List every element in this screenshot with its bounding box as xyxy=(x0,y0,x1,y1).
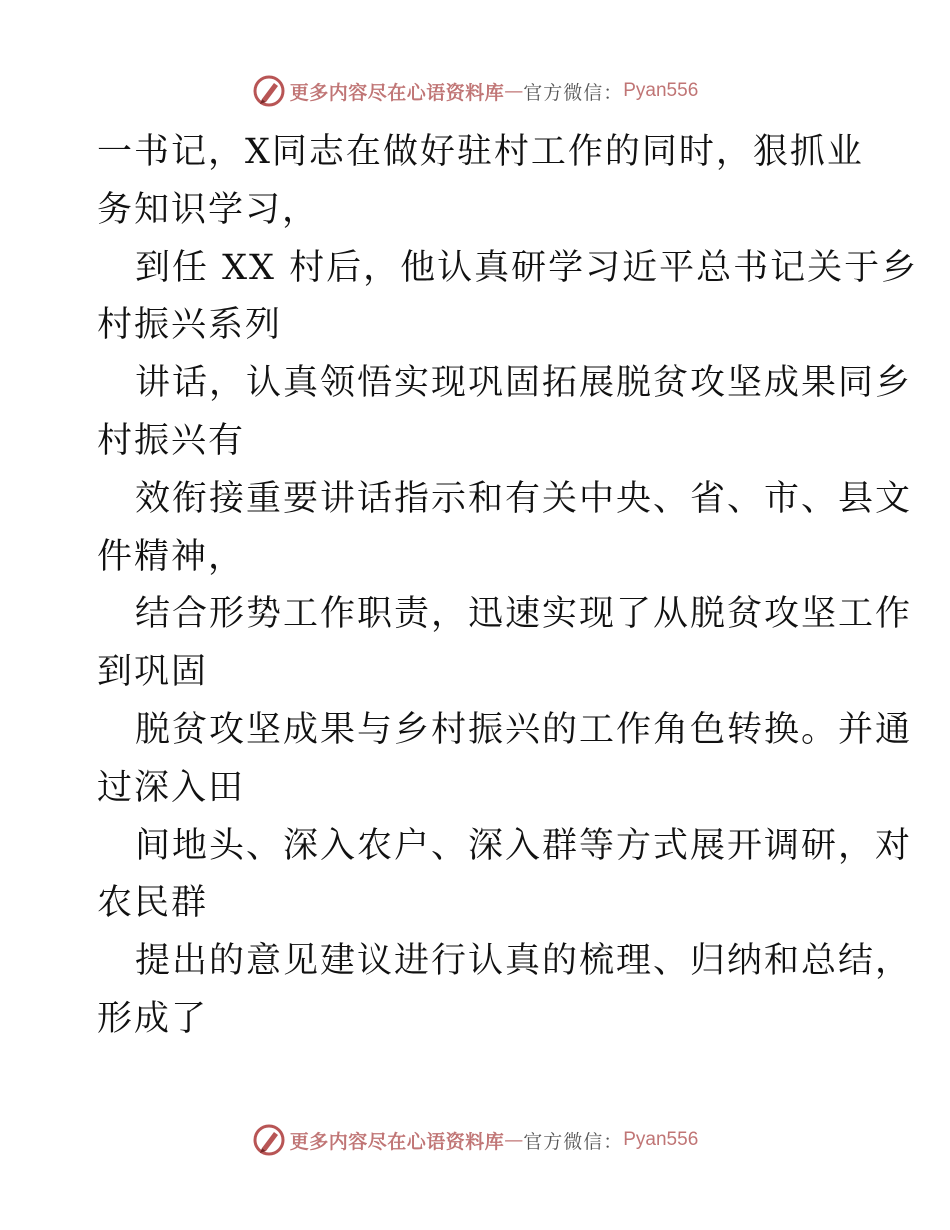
body-line: 到巩固 xyxy=(97,652,209,693)
body-line: 到任 XX 村后，他认真研学习近平总书记关于乡 xyxy=(135,247,919,288)
pen-logo-icon xyxy=(252,1123,286,1157)
banner-main-text: 更多内容尽在心语资料库 xyxy=(289,81,505,104)
body-line: 提出的意见建议进行认真的梳理、归纳和总结， xyxy=(135,941,913,982)
document-body xyxy=(97,124,919,1049)
banner-dash: — xyxy=(504,1129,524,1151)
banner-wechat-label: 官方微信： xyxy=(523,1130,624,1153)
body-line: 件精神， xyxy=(97,536,246,577)
body-line: 过深入田 xyxy=(97,767,246,808)
header-watermark-banner xyxy=(0,71,950,111)
body-line: 务知识学习， xyxy=(97,189,320,230)
body-line: 讲话，认真领悟实现巩固拓展脱贫攻坚成果同乡 xyxy=(135,363,913,404)
body-line: 脱贫攻坚成果与乡村振兴的工作角色转换。并通 xyxy=(135,709,913,750)
banner-dash: — xyxy=(504,80,524,102)
pen-logo-icon xyxy=(252,74,286,108)
body-line: 村振兴系列 xyxy=(97,305,283,346)
banner-wechat-id: Pyan556 xyxy=(623,1129,699,1150)
body-line: 村振兴有 xyxy=(97,420,246,461)
footer-watermark-banner xyxy=(0,1120,950,1160)
body-line: 一书记，X同志在做好驻村工作的同时，狠抓业 xyxy=(97,132,864,172)
body-line: 形成了 xyxy=(97,998,209,1039)
banner-wechat-label: 官方微信： xyxy=(523,81,624,104)
banner-main-text: 更多内容尽在心语资料库 xyxy=(289,1130,505,1153)
body-line: 农民群 xyxy=(97,883,209,924)
banner-wechat-id: Pyan556 xyxy=(623,80,699,101)
body-line: 间地头、深入农户、深入群等方式展开调研，对 xyxy=(135,825,913,866)
body-line: 结合形势工作职责，迅速实现了从脱贫攻坚工作 xyxy=(135,594,913,635)
body-line: 效衔接重要讲话指示和有关中央、省、市、县文 xyxy=(135,478,913,519)
